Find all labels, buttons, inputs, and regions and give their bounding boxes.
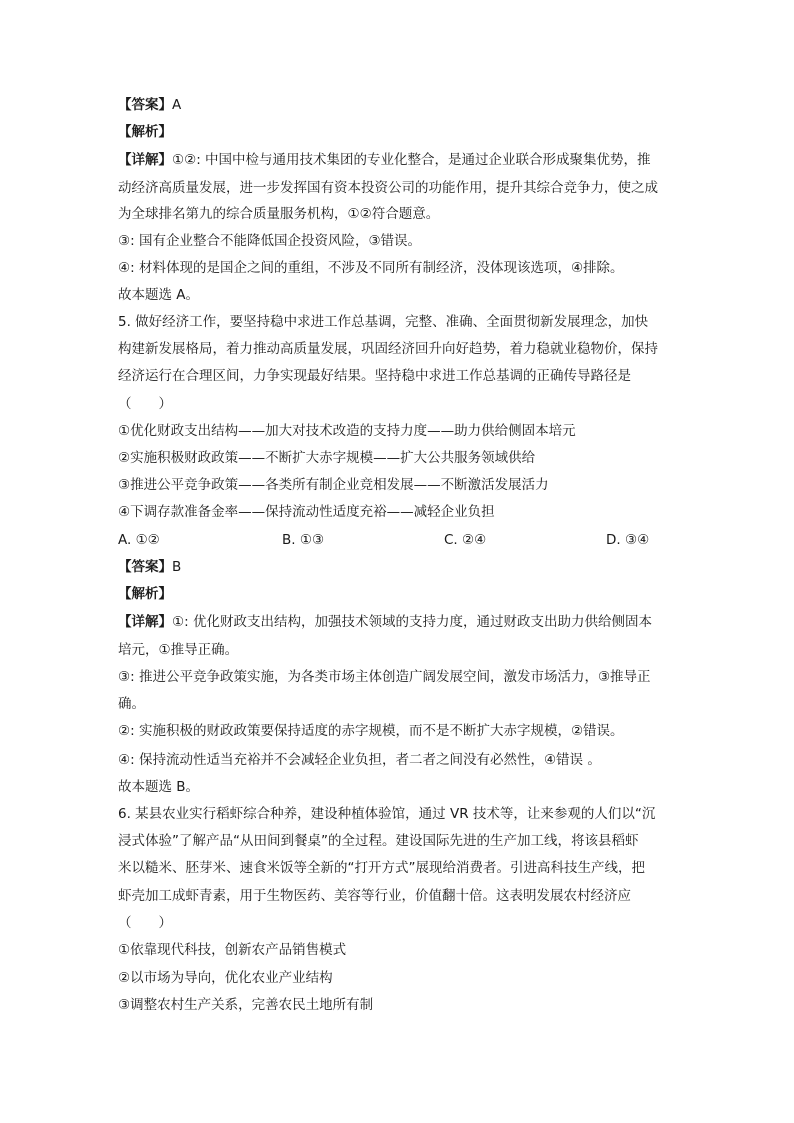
q5-stem-blank: （ ） <box>118 396 172 412</box>
q4-detail-line-3: 为全球排名第九的综合质量服务机构，①②符合题意。 <box>118 206 440 222</box>
q4-conclusion: 故本题选 A。 <box>118 287 200 303</box>
analysis-label: 【解析】 <box>118 586 172 602</box>
option-b: B. ①③ <box>282 532 325 548</box>
answer-label: 【答案】 <box>118 97 172 113</box>
q6-item-2: ②以市场为导向，优化农业产业结构 <box>118 970 333 986</box>
q4-detail-line-2: 动经济高质量发展，进一步发挥国有资本投资公司的功能作用，提升其综合竞争力，使之成 <box>118 180 658 196</box>
option-d: D. ③④ <box>606 532 650 548</box>
answer-value: B <box>172 559 182 575</box>
q6-stem-line-3: 米以糙米、胚芽米、速食米饭等全新的“打开方式”展现给消费者。引进高科技生产线，把 <box>118 860 645 876</box>
q4-detail-line-4: ③: 国有企业整合不能降低国企投资风险，③错误。 <box>118 233 422 249</box>
analysis-label: 【解析】 <box>118 124 172 140</box>
detail-label: 【详解】 <box>118 152 172 168</box>
q5-answer-line <box>118 557 181 577</box>
q5-item-3: ③推进公平竞争政策——各类所有制企业竞相发展——不断激活发展活力 <box>118 477 549 493</box>
q4-detail-line-5: ④: 材料体现的是国企之间的重组，不涉及不同所有制经济，没体现该选项，④排除。 <box>118 260 624 276</box>
answer-value: A <box>172 97 182 113</box>
q6-stem-line-1: 6. 某县农业实行稻虾综合种养，建设种植体验馆，通过 VR 技术等，让来参观的人们以“沉 <box>118 806 656 822</box>
q4-detail-line-1: 【详解】①②: 中国中检与通用技术集团的专业化整合，是通过企业联合形成聚集优势，推 <box>118 152 651 168</box>
q5-item-1: ①优化财政支出结构——加大对技术改造的支持力度——助力供给侧固本培元 <box>118 423 576 439</box>
q5-detail-line-5: ②: 实施积极的财政政策要保持适度的赤字规模，而不是不断扩大赤字规模，②错误。 <box>118 723 624 739</box>
q5-conclusion: 故本题选 B。 <box>118 779 200 795</box>
q5-detail-line-3: ③: 推进公平竞争政策实施，为各类市场主体创造广阔发展空间，激发市场活力，③推导正 <box>118 669 651 685</box>
q6-stem-line-2: 浸式体验”了解产品“从田间到餐桌”的全过程。建设国际先进的生产加工线，将该县稻虾 <box>118 833 639 849</box>
q5-detail-line-6: ④: 保持流动性适当充裕并不会减轻企业负担，者二者之间没有必然性，④错误 。 <box>118 752 601 768</box>
q5-detail-line-1: 【详解】①: 优化财政支出结构，加强技术领域的支持力度，通过财政支出助力供给侧固本 <box>118 614 652 630</box>
option-c: C. ②④ <box>444 532 487 548</box>
q6-stem-line-4: 虾壳加工成虾青素，用于生物医药、美容等行业，价值翻十倍。这表明发展农村经济应 <box>118 888 631 904</box>
q5-stem-line-2: 构建新发展格局，着力推动高质量发展，巩固经济回升向好趋势，着力稳就业稳物价，保持 <box>118 341 658 357</box>
option-a: A. ①② <box>118 532 160 548</box>
q6-stem-blank: （ ） <box>118 915 172 931</box>
q6-item-3: ③调整农村生产关系，完善农民土地所有制 <box>118 997 374 1013</box>
answer-label: 【答案】 <box>118 559 172 575</box>
q4-answer-line <box>118 95 181 115</box>
detail-label: 【详解】 <box>118 614 172 630</box>
q5-item-2: ②实施积极财政政策——不断扩大赤字规模——扩大公共服务领域供给 <box>118 450 536 466</box>
q5-detail-line-4: 确。 <box>118 696 145 712</box>
q6-item-1: ①依靠现代科技，创新农产品销售模式 <box>118 942 347 958</box>
q5-item-4: ④下调存款准备金率——保持流动性适度充裕——减轻企业负担 <box>118 504 495 520</box>
q5-stem-line-1: 5. 做好经济工作，要坚持稳中求进工作总基调，完整、准确、全面贯彻新发展理念，加快 <box>118 314 649 330</box>
q5-stem-line-3: 经济运行在合理区间，力争实现最好结果。坚持稳中求进工作总基调的正确传导路径是 <box>118 368 631 384</box>
q5-detail-line-2: 培元，①推导正确。 <box>118 642 239 658</box>
